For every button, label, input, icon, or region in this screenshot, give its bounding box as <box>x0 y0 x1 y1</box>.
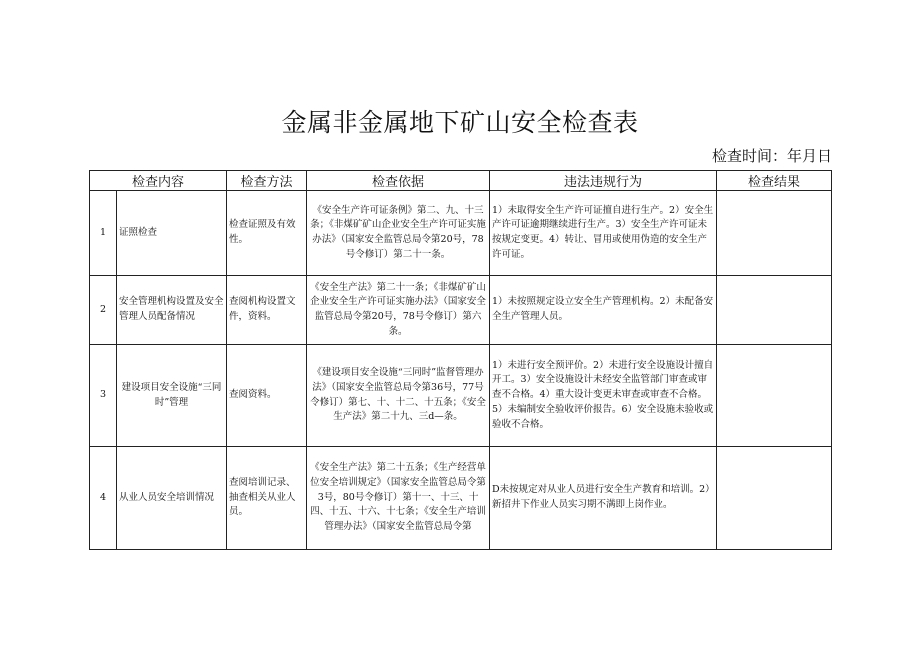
row-basis: 《安全生产法》第二十五条；《生产经营单位安全培训规定》（国家安全监管总局令第3号，80号令修订）第十一、十三、十四、十五、十六、十七条；《安全生产培训管理办法》（国家安全监管总局令第 <box>307 447 490 550</box>
check-time: 检查时间：年月日 <box>711 147 832 165</box>
header-content: 检查内容 <box>90 171 227 191</box>
table-row <box>90 276 832 345</box>
row-number: 3 <box>90 345 117 447</box>
table-row <box>90 191 832 276</box>
table-header-row <box>90 171 832 191</box>
header-result: 检查结果 <box>717 171 832 191</box>
row-result <box>717 276 832 345</box>
row-result <box>717 345 832 447</box>
row-number: 1 <box>90 191 117 276</box>
table-row <box>90 447 832 550</box>
header-basis: 检查依据 <box>307 171 490 191</box>
row-result <box>717 191 832 276</box>
row-violation: 1）未进行安全预评价。2）未进行安全设施设计擅自开工。3）安全设施设计未经安全监管部门审查或审查不合格。4）重大设计变更未审查或审查不合格。5）未编制安全验收评价报告。6）安全设施未验收或验收不合格。 <box>490 345 717 447</box>
row-content: 证照检查 <box>117 191 227 276</box>
row-violation: 1）未取得安全生产许可证擅自进行生产。2）安全生产许可证逾期继续进行生产。3）安全生产许可证未按规定变更。4）转让、冒用或使用伪造的安全生产许可证。 <box>490 191 717 276</box>
row-number: 4 <box>90 447 117 550</box>
row-content: 安全管理机构设置及安全管理人员配备情况 <box>117 276 227 345</box>
row-violation: 1）未按照规定设立安全生产管理机构。2）未配备安全生产管理人员。 <box>490 276 717 345</box>
row-basis: 《建设项目安全设施“三同时”监督管理办法》（国家安全监管总局令第36号，77号令修订）第七、十、十二、十五条；《安全生产法》第二十九、三d—条。 <box>307 345 490 447</box>
row-result <box>717 447 832 550</box>
row-content: 建设项目安全设施“三同时”管理 <box>117 345 227 447</box>
table-row <box>90 345 832 447</box>
row-basis: 《安全生产法》第二十一条；《非煤矿矿山企业安全生产许可证实施办法》（国家安全监管总局令第20号，78号令修订）第六条。 <box>307 276 490 345</box>
row-content: 从业人员安全培训情况 <box>117 447 227 550</box>
row-method: 查阅机构设置文件，资料。 <box>227 276 307 345</box>
row-method: 检查证照及有效性。 <box>227 191 307 276</box>
header-method: 检查方法 <box>227 171 307 191</box>
page-title: 金属非金属地下矿山安全检查表 <box>281 108 639 137</box>
row-method: 查阅培训记录、抽查相关从业人员。 <box>227 447 307 550</box>
row-method: 查阅资料。 <box>227 345 307 447</box>
inspection-table <box>89 170 832 550</box>
row-violation: D未按规定对从业人员进行安全生产教育和培训。2）新招井下作业人员实习期不满即上岗作业。 <box>490 447 717 550</box>
row-basis: 《安全生产许可证条例》第二、九、十三条；《非煤矿矿山企业安全生产许可证实施办法》（国家安全监管总局令第20号，78号令修订）第二十一条。 <box>307 191 490 276</box>
row-number: 2 <box>90 276 117 345</box>
header-violation: 违法违规行为 <box>490 171 717 191</box>
